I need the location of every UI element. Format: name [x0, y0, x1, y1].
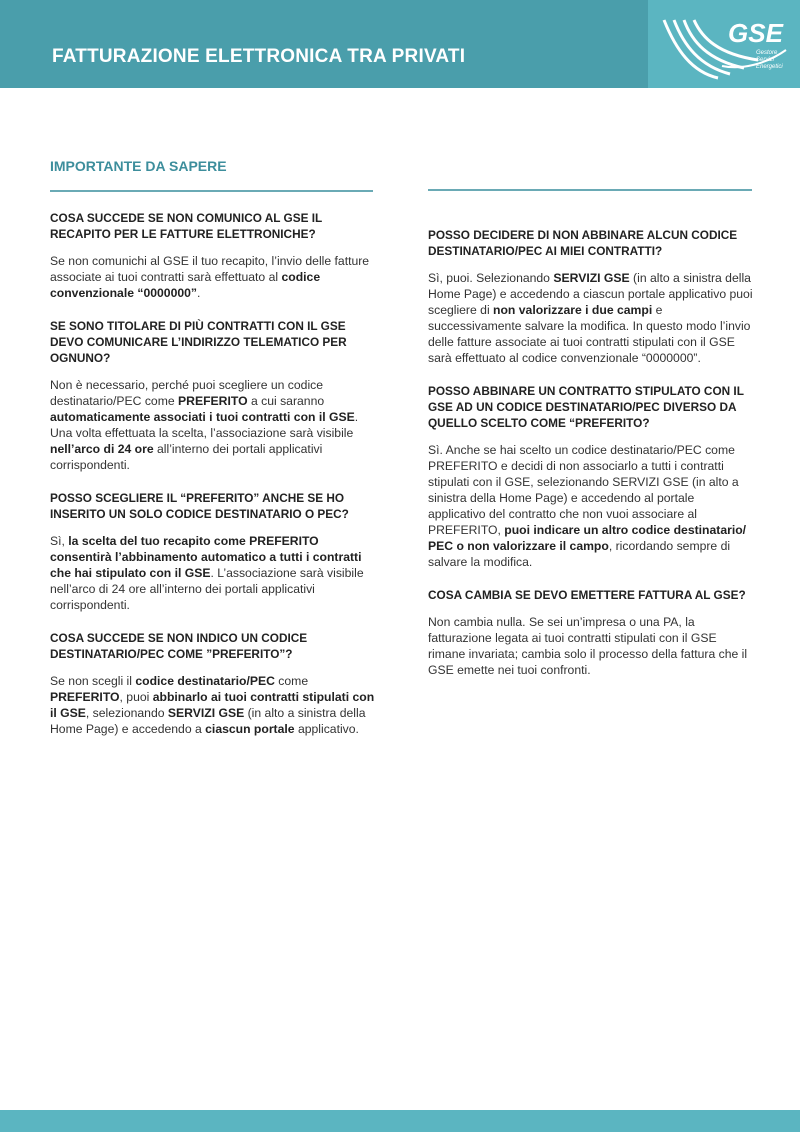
faq-question: COSA SUCCEDE SE NON INDICO UN CODICE DESTINATARIO/PEC COME ”PREFERITO”?	[50, 631, 308, 661]
answer-emphasis: nell’arco di 24 ore	[50, 442, 154, 456]
faq-question: COSA SUCCEDE SE NON COMUNICO AL GSE IL RECAPITO PER LE FATTURE ELETTRONICHE?	[50, 211, 323, 241]
answer-text: , selezionando	[85, 706, 168, 720]
answer-text: . Una volta effettuata la scelta, l’associazione sarà visibile	[50, 410, 359, 440]
answer-emphasis: SERVIZI GSE	[553, 271, 630, 285]
answer-text: .	[197, 286, 201, 300]
answer-emphasis: PREFERITO	[50, 690, 120, 704]
answer-emphasis: abbinarlo ai tuoi contratti stipulati con il GSE	[50, 690, 375, 720]
page-header	[0, 0, 800, 88]
answer-emphasis: ciascun portale	[205, 722, 295, 736]
answer-text: all’interno dei portali applicativi corrispondenti.	[50, 442, 323, 472]
faq-answer	[50, 533, 376, 613]
faq-question: POSSO SCEGLIERE IL “PREFERITO” ANCHE SE HO INSERITO UN SOLO CODICE DESTINATARIO O PEC?	[50, 491, 349, 521]
answer-emphasis: codice convenzionale “0000000”	[50, 270, 321, 300]
page-footer	[0, 1110, 800, 1132]
faq-question: SE SONO TITOLARE DI PIÙ CONTRATTI CON IL GSE DEVO COMUNICARE L’INDIRIZZO TELEMATICO PER OGNUNO?	[50, 319, 347, 365]
left-divider	[50, 190, 373, 192]
answer-emphasis: non valorizzare i due campi	[493, 303, 653, 317]
answer-emphasis: codice destinatario/PEC	[135, 674, 275, 688]
faq-question: POSSO DECIDERE DI NON ABBINARE ALCUN CODICE DESTINATARIO/PEC AI MIEI CONTRATTI?	[428, 228, 738, 258]
logo-text: GSE	[728, 18, 783, 48]
answer-text: e successivamente salvare la modifica. In questo modo l’invio delle fatture associate ai tuoi contratti stipulati con il GSE sarà effettuato al codice convenzionale “0000000”.	[428, 303, 751, 365]
right-column	[428, 227, 754, 695]
faq-answer	[428, 270, 754, 366]
answer-text: Sì. Anche se hai scelto un codice destinatario/PEC come PREFERITO e decidi di non associarlo a tutti i contratti stipulati con il GSE, selezionando SERVIZI GSE (in alto a sinistra della Home Page) e accedendo al portale applicativo del contratto che non vuoi associare al PREFERITO,	[428, 443, 739, 537]
answer-text: Se non scegli il	[50, 674, 136, 688]
answer-text: . L’associazione sarà visibile nell’arco di 24 ore all’interno dei portali applicativi corrispondenti.	[50, 566, 364, 612]
faq-answer	[428, 614, 754, 678]
answer-text: come	[274, 674, 309, 688]
left-column	[50, 210, 376, 754]
answer-emphasis: puoi indicare un altro codice destinatario/ PEC o non valorizzare il campo	[428, 523, 747, 553]
answer-text: (in alto a sinistra della Home Page) e accedendo a	[50, 706, 366, 736]
faq-question: POSSO ABBINARE UN CONTRATTO STIPULATO CON IL GSE AD UN CODICE DESTINATARIO/PEC DIVERSO DA QUELLO SCELTO COME “PREFERITO?	[428, 384, 744, 430]
faq-answer	[50, 253, 376, 301]
gse-logo	[648, 0, 800, 88]
answer-text: Se non comunichi al GSE il tuo recapito, l’invio delle fatture associate ai tuoi contratti sarà effettuato al	[50, 254, 370, 284]
answer-text: , puoi	[119, 690, 153, 704]
faq-answer	[50, 377, 376, 473]
answer-emphasis: PREFERITO	[178, 394, 248, 408]
answer-emphasis: automaticamente associati i tuoi contratti con il GSE	[50, 410, 355, 424]
answer-text: Non cambia nulla. Se sei un’impresa o una PA, la fatturazione legata ai tuoi contratti stipulati con il GSE rimane invariata; cambia solo il processo della fattura che il GSE emette nei tuoi confronti.	[428, 615, 748, 677]
answer-text: Non è necessario, perché puoi scegliere un codice destinatario/PEC come	[50, 378, 324, 408]
answer-text: Sì,	[50, 534, 69, 548]
answer-text: applicativo.	[294, 722, 359, 736]
section-title: IMPORTANTE DA SAPERE	[50, 158, 227, 174]
right-divider	[428, 189, 752, 191]
answer-text: (in alto a sinistra della Home Page) e accedendo a ciascun portale applicativo puoi scegliere di	[428, 271, 753, 317]
answer-emphasis: SERVIZI GSE	[167, 706, 245, 720]
page-title: FATTURAZIONE ELETTRONICA TRA PRIVATI	[52, 46, 466, 67]
logo-subtitle: Gestore Servizi Energetici	[756, 50, 783, 70]
faq-question: COSA CAMBIA SE DEVO EMETTERE FATTURA AL GSE?	[428, 588, 746, 602]
answer-text: Sì, puoi. Selezionando	[428, 271, 554, 285]
answer-emphasis: la scelta del tuo recapito come PREFERITO consentirà l’abbinamento automatico a tutti i contratti che hai stipulato con il GSE	[50, 534, 362, 580]
faq-answer	[428, 442, 754, 570]
faq-answer	[50, 673, 376, 737]
answer-text: a cui saranno	[247, 394, 325, 408]
answer-text: , ricordando sempre di salvare la modifica.	[428, 539, 731, 569]
